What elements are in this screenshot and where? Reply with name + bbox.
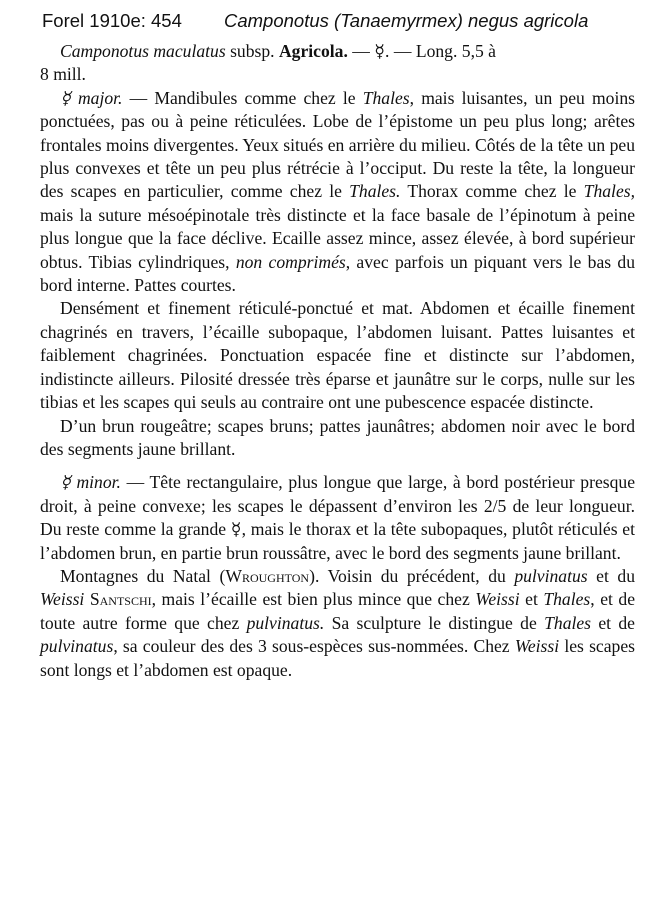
color-paragraph: D’un brun rougeâtre; scapes bruns; pattes jaunâtres; abdomen noir avec le bord des segments jaune brillant. (40, 415, 635, 459)
page-header (42, 8, 662, 36)
citation-reference: Forel 1910e: 454 (42, 10, 182, 31)
author-name: Santschi (89, 589, 152, 610)
species-name: Camponotus maculatus (60, 41, 226, 61)
collector-name: Wroughton (225, 565, 310, 586)
sculpture-paragraph: Densément et finement réticulé-ponctué et mat. Abdomen et écaille finement chagrinés en travers, l’écaille subopaque, l’abdomen luisant. Pattes luisantes et faiblement chagrinées. Ponctuation espacée fine et distincte sur l’abdomen, indistincte ailleurs. Pilosité dressée très éparse et jaunâtre sur le corps, nulle sur les tibias et les scapes qui seuls au contraire ont une pubescence espacée distincte. (40, 298, 635, 413)
caste-label-major: ☿ major. (60, 87, 123, 108)
locality-paragraph: Montagnes du Natal (Wroughton). Voisin du précédent, du pulvinatus et du Weissi Santschi, mais l’écaille est bien plus mince que chez Weissi et Thales, et de toute autre forme que chez pulvinatus. Sa sculpture le distingue de Thales et de pulvinatus, sa couleur des des 3 sous-espèces sus-nommées. Chez Weissi les scapes sont longs et l’abdomen est opaque. (40, 565, 636, 680)
document-body (40, 40, 635, 682)
major-worker-paragraph: ☿ major. — Mandibules comme chez le Thales, mais luisantes, un peu moins ponctuées, pas ou à peine réticulées. Lobe de l’épistome un peu plus long; arêtes frontales moins divergentes. Yeux situés en arrière du milieu. Côtés de la tête un peu plus convexes et tête un peu plus rétrécie à l’occiput. Du reste la tête, la longueur des scapes en particulier, comme chez le Thales. Thorax comme chez le Thales, mais la suture mésoépinotale très distincte et la face basale de l’épinotum à peine plus longue que la face déclive. Ecaille assez mince, assez élevée, à bord supérieur obtus. Tibias cylindriques, non comprimés, avec parfois un piquant vers le bas du bord interne. Pattes courtes. (40, 87, 635, 296)
minor-worker-paragraph: ☿ minor. — Tête rectangulaire, plus longue que large, à bord postérieur presque droit, à peine convexe; les scapes le dépassent d’environ les 2/5 de leur longueur. Du reste comme la grande ☿, mais le thorax et la tête subopaques, plutôt réticulés et l’abdomen brun, en partie brun roussâtre, avec le bord des segments jaune brillant. (40, 472, 635, 563)
size-info: — ☿. — Long. 5,5 à (347, 41, 496, 61)
caste-label-minor: ☿ minor. (60, 472, 121, 493)
subspecies-name: Agricola. (278, 41, 348, 61)
taxon-name: Camponotus (Tanaemyrmex) negus agricola (224, 10, 589, 31)
species-heading: Camponotus maculatus subsp. Agricola. — ☿. — Long. 5,5 à 8 mill. (40, 41, 496, 85)
